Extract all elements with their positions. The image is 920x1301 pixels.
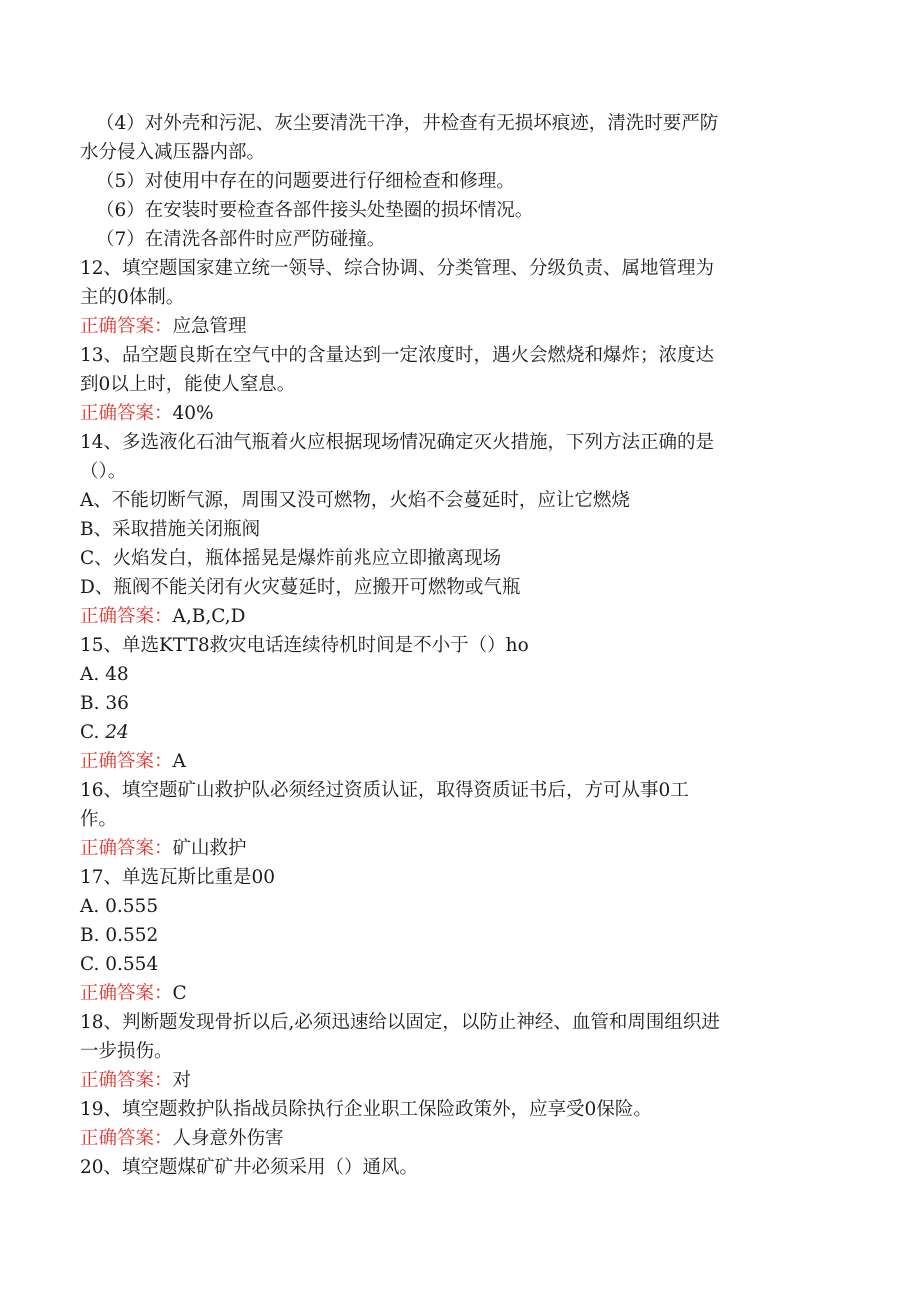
- answer-value: 对: [172, 1070, 192, 1091]
- answer-label: 正确答案：: [80, 316, 173, 337]
- question-18-line-2: 一步损伤。: [80, 1041, 173, 1062]
- answer-label: 正确答案：: [80, 983, 173, 1004]
- option-14-d: D、瓶阀不能关闭有火灾蔓延时，应搬开可燃物或气瓶: [80, 577, 521, 598]
- answer-16: [80, 834, 830, 863]
- answer-label: 正确答案：: [80, 1128, 173, 1149]
- question-18-line-1: 18、判断题发现骨折以后,必须迅速给以固定，以防止神经、血管和周围组织进: [80, 1012, 720, 1033]
- answer-value: 应急管理: [172, 316, 247, 337]
- answer-label: 正确答案：: [80, 1070, 173, 1091]
- sub-item-7: （7）在清洗各部件时应严防碰撞。: [96, 229, 386, 250]
- answer-14: [80, 602, 830, 631]
- answer-label: 正确答案：: [80, 606, 173, 627]
- question-13-line-1: 13、品空题良斯在空气中的含量达到一定浓度时，遇火会燃烧和爆炸；浓度达: [80, 345, 715, 366]
- answer-value: 人身意外伤害: [172, 1128, 284, 1149]
- question-15-line-1: 15、单选KTT8救灾电话连续待机时间是不小于（）ho: [80, 635, 529, 656]
- question-14-line-1: 14、多选液化石油气瓶着火应根据现场情况确定灭火措施，下列方法正确的是: [80, 432, 715, 453]
- answer-19: [80, 1124, 830, 1153]
- question-13-line-2: 到0以上时，能使人窒息。: [80, 374, 296, 395]
- question-12-line-2: 主的0体制。: [80, 287, 185, 308]
- option-15-b: B. 36: [80, 693, 129, 714]
- document-page: [80, 109, 830, 1182]
- answer-18: [80, 1066, 830, 1095]
- option-15-c-prefix: C.: [80, 722, 106, 743]
- answer-12: [80, 312, 830, 341]
- answer-label: 正确答案：: [80, 403, 173, 424]
- answer-value: 40%: [172, 403, 214, 424]
- question-16-line-1: 16、填空题矿山救护队必须经过资质认证，取得资质证书后，方可从事0工: [80, 780, 689, 801]
- question-12-line-1: 12、填空题国家建立统一领导、综合协调、分类管理、分级负责、属地管理为: [80, 258, 715, 279]
- option-15-c: [80, 718, 830, 747]
- answer-13: [80, 399, 830, 428]
- sub-item-5: （5）对使用中存在的问题要进行仔细检查和修理。: [96, 171, 515, 192]
- answer-value: A,B,C,D: [172, 606, 246, 627]
- sub-item-6: （6）在安装时要检查各部件接头处垫圈的损坏情况。: [96, 200, 534, 221]
- answer-value: 矿山救护: [172, 838, 247, 859]
- question-16-line-2: 作。: [80, 809, 118, 830]
- sub-item-4: （4）对外壳和污泥、灰尘要清洗干净，井检查有无损坏痕迹，清洗时要严防: [96, 113, 719, 134]
- question-20-line-1: 20、填空题煤矿矿井必须采用（）通风。: [80, 1157, 419, 1178]
- question-19-line-1: 19、填空题救护队指战员除执行企业职工保险政策外，应享受0保险。: [80, 1099, 652, 1120]
- option-15-c-value: 24: [105, 722, 129, 743]
- sub-item-4-cont: 水分侵入减压器内部。: [80, 142, 266, 163]
- question-17-line-1: 17、单选瓦斯比重是00: [80, 867, 276, 888]
- question-14-line-2: （）。: [80, 461, 127, 482]
- option-14-a: A、不能切断气源，周围又没可燃物，火焰不会蔓延时，应让它燃烧: [80, 490, 630, 511]
- option-14-c: C、火焰发白，瓶体摇晃是爆炸前兆应立即撤离现场: [80, 548, 502, 569]
- answer-15: [80, 747, 830, 776]
- option-17-b: B. 0.552: [80, 925, 159, 946]
- answer-value: C: [172, 983, 187, 1004]
- option-17-a: A. 0.555: [80, 896, 159, 917]
- option-15-a: A. 48: [80, 664, 129, 685]
- answer-label: 正确答案：: [80, 751, 173, 772]
- option-17-c: C. 0.554: [80, 954, 159, 975]
- answer-value: A: [172, 751, 186, 772]
- option-14-b: B、采取措施关闭瓶阀: [80, 519, 261, 540]
- answer-label: 正确答案：: [80, 838, 173, 859]
- answer-17: [80, 979, 830, 1008]
